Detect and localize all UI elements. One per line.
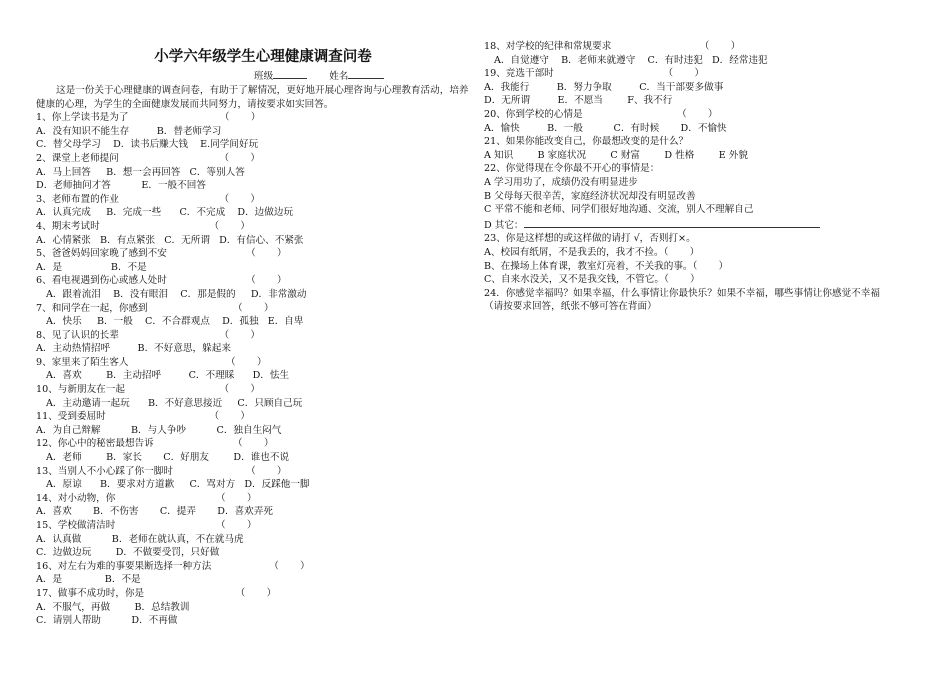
question-text: 21、如果你能改变自己，你最想改变的是什么？	[484, 136, 689, 148]
question-stem	[36, 410, 472, 424]
option-text: A．没有知识不能生存 B．替老师学习	[36, 125, 222, 137]
name-label: 姓名	[329, 71, 349, 82]
answer-options	[484, 149, 924, 163]
question-stem	[484, 232, 924, 246]
question-text: 17、做事不成功时，你是 （ ）	[36, 587, 277, 599]
question-stem	[36, 111, 472, 125]
option-text: D．无所谓 E．不愿当 F、我不行	[484, 95, 673, 107]
question-stem	[484, 287, 924, 301]
option-text: C、自来水没关，又不是我交钱，不管它。（ ）	[484, 274, 700, 286]
right-column	[484, 40, 924, 314]
answer-options	[484, 203, 924, 217]
option-text: （请按要求回答，纸张不够可答在背面）	[484, 301, 657, 313]
answer-options	[36, 505, 472, 519]
answer-options	[36, 234, 472, 248]
option-text: A．认真完成 B．完成一些 C．不完成 D．边做边玩	[36, 207, 294, 219]
answer-options	[484, 122, 924, 136]
question-text: 10、与新朋友在一起 （ ）	[36, 384, 261, 396]
question-text: 19、竞选干部时 （ ）	[484, 68, 705, 80]
question-text: 13、当别人不小心踩了你一脚时 （ ）	[36, 465, 287, 477]
question-text: 15、学校做清洁时 （ ）	[36, 520, 257, 531]
question-stem	[36, 274, 472, 288]
option-text: A．是 B．不是	[36, 261, 147, 273]
answer-options	[36, 261, 472, 275]
question-text: 20、你到学校的心情是 （ ）	[484, 108, 718, 120]
question-text: 12、你心中的秘密最想告诉 （ ）	[36, 438, 274, 450]
answer-options	[36, 397, 472, 411]
question-text: 9、家里来了陌生客人 （ ）	[36, 356, 267, 368]
answer-options	[484, 260, 924, 274]
question-stem	[484, 40, 924, 54]
option-text: A．快乐 B．一般 C．不合群观点 D．孤独 E．自卑	[46, 316, 304, 328]
answer-options	[36, 206, 472, 220]
question-stem	[36, 356, 472, 370]
question-stem	[36, 465, 472, 479]
option-text: A．是 B．不是	[36, 574, 141, 586]
question-text: 24．你感觉幸福吗？如果幸福，什么事情让你最快乐？如果不幸福，哪些事情让你感觉不幸福	[484, 287, 880, 299]
answer-options	[484, 246, 924, 260]
question-text: 4、期末考试时 （ ）	[36, 220, 250, 232]
answer-options	[36, 138, 472, 152]
question-stem	[36, 302, 472, 316]
option-text: A 学习用功了，成绩仍没有明显进步	[484, 176, 638, 188]
option-text: C．请别人帮助 D．不再做	[36, 615, 178, 627]
option-text: D．老师抽问才答 E．一般不回答	[36, 180, 206, 192]
answer-options	[36, 614, 472, 628]
option-text: A．自觉遵守 B．老师来就遵守 C．有时违犯 D．经常违犯	[494, 54, 768, 66]
answer-options	[484, 273, 924, 287]
question-text: 1、你上学读书是为了 （ ）	[36, 112, 261, 124]
question-text: 22、你觉得现在令你最不开心的事情是：	[484, 163, 660, 175]
option-text: A．我能行 B．努力争取 C．当干部要多做事	[484, 81, 724, 93]
question-text: 8、见了认识的长辈 （ ）	[36, 329, 261, 341]
other-answer-blank[interactable]	[524, 217, 820, 228]
option-text: A．心情紧张 B．有点紧张 C．无所谓 D．有信心、不紧张	[36, 234, 304, 246]
option-text: A．不服气，再做 B．总结教训	[36, 601, 190, 613]
answer-options	[36, 478, 472, 492]
intro-paragraph: 这是一份关于心理健康的调查问卷，有助于了解情况，更好地开展心理咨询与心理教育活动，培养健康的心理，为学生的全面健康发展而共同努力，请按要求如实回答。	[36, 85, 469, 110]
question-stem	[484, 135, 924, 149]
question-text: 23、你是这样想的或这样做的请打 √，否则打×。	[484, 233, 696, 245]
class-label: 班级	[254, 71, 274, 82]
answer-options	[484, 190, 924, 204]
answer-options	[36, 125, 472, 139]
question-text: 11、受到委屈时 （ ）	[36, 411, 250, 423]
question-stem	[36, 152, 472, 166]
option-text: A．马上回答 B．想一会再回答 C．等别人答	[36, 166, 245, 178]
option-text: A．喜欢 B．不伤害 C．提弄 D．喜欢弄死	[36, 506, 273, 518]
question-list-left	[36, 111, 472, 628]
answer-options	[36, 179, 472, 193]
answer-options	[484, 81, 924, 95]
page-title: 小学六年级学生心理健康调查问卷	[154, 49, 372, 65]
option-text: A．跟着流泪 B．没有眼泪 C．那是假的 D．非常激动	[46, 288, 307, 300]
question-stem	[36, 587, 472, 601]
question-stem	[36, 193, 472, 207]
option-text: A．老师 B．家长 C．好朋友 D．谁也不说	[46, 452, 290, 464]
question-stem	[484, 162, 924, 176]
question-stem	[36, 220, 472, 234]
left-column	[36, 40, 472, 628]
answer-options	[36, 342, 472, 356]
question-stem	[36, 519, 472, 533]
answer-options	[36, 533, 472, 547]
option-text: B 父母每天很辛苦，家庭经济状况却没有明显改善	[484, 190, 696, 202]
answer-options	[36, 315, 472, 329]
question-stem	[36, 492, 472, 506]
question-text: 2、课堂上老师提问 （ ）	[36, 152, 261, 164]
question-stem	[36, 437, 472, 451]
answer-options	[36, 601, 472, 615]
option-text: A．愉快 B．一般 C．有时候 D．不愉快	[484, 122, 727, 134]
option-text: A．为自己辩解 B．与人争吵 C．独自生闷气	[36, 424, 282, 436]
question-text: 16、对左右为难的事要果断选择一种方法 （ ）	[36, 560, 310, 572]
option-text: A．原谅 B．要求对方道歉 C．骂对方 D．反踩他一脚	[46, 479, 310, 491]
answer-options	[484, 176, 924, 190]
answer-options	[36, 451, 472, 465]
class-blank[interactable]	[273, 68, 307, 79]
question-text: 14、对小动物，你 （ ）	[36, 492, 257, 504]
option-text: A．主动邀请一起玩 B．不好意思接近 C．只顾自己玩	[46, 397, 303, 409]
question-stem	[484, 67, 924, 81]
answer-options	[36, 288, 472, 302]
option-text: C 平常不能和老师、同学们很好地沟通、交流，别人不理解自己	[484, 204, 754, 216]
answer-option	[484, 217, 924, 233]
question-text: 7、和同学在一起，你感到 （ ）	[36, 302, 274, 314]
option-text: B、在操场上体育课，教室灯亮着，不关我的事。（ ）	[484, 260, 729, 272]
answer-options	[36, 573, 472, 587]
answer-options	[36, 546, 472, 560]
question-stem	[36, 247, 472, 261]
question-text: 3、老师布置的作业 （ ）	[36, 193, 261, 205]
answer-options	[36, 424, 472, 438]
answer-options	[484, 300, 924, 314]
answer-options	[484, 94, 924, 108]
answer-options	[484, 54, 924, 68]
question-text: 18、对学校的纪律和常规要求 （ ）	[484, 41, 741, 52]
answer-options	[36, 166, 472, 180]
option-text: A．认真做 B．老师在就认真，不在就马虎	[36, 533, 244, 545]
option-text: C．替父母学习 D．读书后赚大钱 E.同学间好玩	[36, 139, 259, 151]
option-text: A．喜欢 B．主动招呼 C．不理睬 D．怯生	[46, 370, 290, 382]
question-stem	[36, 383, 472, 397]
option-text: D 其它：	[484, 219, 524, 231]
option-text: A 知识 B 家庭状况 C 财富 D 性格 E 外貌	[484, 149, 748, 161]
question-text: 5、爸爸妈妈回家晚了感到不安 （ ）	[36, 248, 287, 260]
question-list-right	[484, 40, 924, 314]
question-stem	[36, 560, 472, 574]
option-text: A、校园有纸屑，不是我丢的，我才不捡。（ ）	[484, 246, 700, 258]
option-text: C．边做边玩 D．不做要受罚，只好做	[36, 547, 220, 559]
name-blank[interactable]	[348, 68, 384, 79]
question-stem	[36, 329, 472, 343]
option-text: A．主动热情招呼 B．不好意思，躲起来	[36, 343, 231, 355]
student-info-line	[36, 68, 472, 84]
answer-options	[36, 369, 472, 383]
question-text: 6、看电视遇到伤心或感人处时 （ ）	[36, 275, 287, 287]
question-stem	[484, 108, 924, 122]
